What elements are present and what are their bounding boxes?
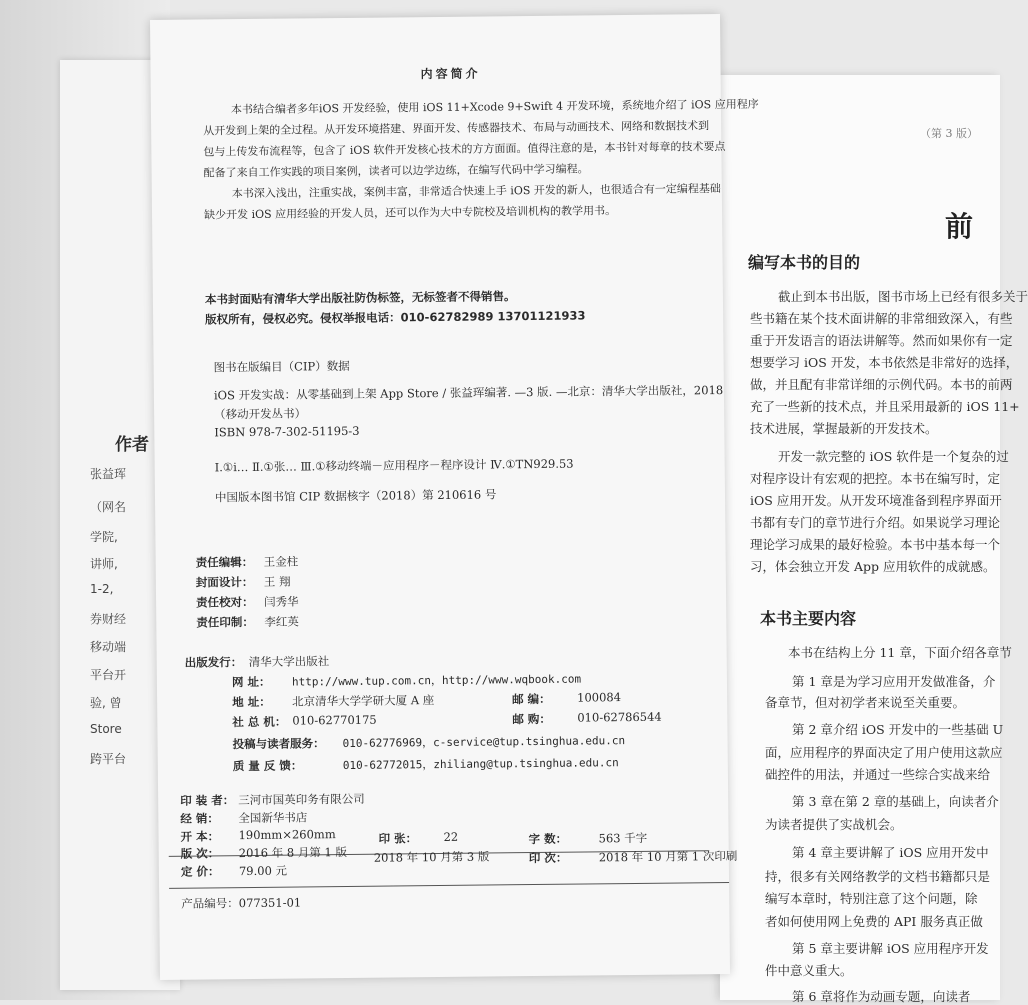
reader-service: 010-62776969，c-service@tup.tsinghua.edu.cn bbox=[342, 734, 626, 751]
intro-line: 从开发到上架的全过程。从开发环境搭建、界面开发、传感器技术、布局与动画技术、网络和数据技术到 bbox=[203, 119, 710, 138]
format: 190mm×260mm bbox=[238, 827, 336, 843]
under-line: 验, 曾 bbox=[90, 696, 122, 710]
reader-service-label: 投稿与读者服务： bbox=[232, 736, 325, 752]
address-label: 地 址： bbox=[232, 694, 271, 710]
preface-page bbox=[720, 75, 1028, 1004]
purpose-line: 书都有专门的章节进行介绍。如果说学习理论 bbox=[750, 515, 1001, 530]
edition: 2016 年 8 月第 1 版 bbox=[238, 844, 347, 861]
printing: 2018 年 10 月第 1 次印刷 bbox=[598, 848, 738, 865]
address: 北京清华大学学研大厦 A 座 bbox=[292, 693, 435, 709]
editor-label: 责任编辑： bbox=[195, 554, 254, 570]
under-line: 跨平台 bbox=[90, 752, 127, 766]
content-line: 为读者提供了实战机会。 bbox=[765, 817, 903, 832]
printer: 三河市国英印务有限公司 bbox=[238, 791, 365, 808]
content-line: 本书在结构上分 11 章，下面介绍各章节 bbox=[788, 645, 1012, 660]
purpose-line: 截止到本书出版，图书市场上已经有很多关于 bbox=[778, 289, 1028, 304]
edition-3: 2018 年 10 月第 3 版 bbox=[373, 849, 490, 865]
content-line: 第 2 章介绍 iOS 开发中的一些基础 U bbox=[792, 722, 1004, 737]
anti-counterfeit-notice: 本书封面贴有清华大学出版社防伪标签，无标签者不得销售。 bbox=[204, 289, 516, 307]
content-line: 第 4 章主要讲解了 iOS 应用开发中 bbox=[792, 845, 989, 860]
intro-line: 配备了来自工作实践的项目案例，读者可以边学边练，在编写代码中学习编程。 bbox=[203, 162, 589, 180]
purpose-line: 技术进展，掌握最新的开发技术。 bbox=[750, 421, 938, 436]
content-line: 持，很多有关网络教学的文档书籍都只是 bbox=[765, 869, 991, 884]
editor-value: 王金柱 bbox=[263, 554, 299, 569]
under-line: 学院, bbox=[90, 530, 118, 544]
distributor-label: 经 销： bbox=[180, 811, 219, 826]
cip-line: ISBN 978-7-302-51195-3 bbox=[214, 423, 360, 440]
bottom-rule bbox=[169, 882, 729, 889]
purpose-line: 些书籍在某个技术面讲解的非常细致深入，有些 bbox=[750, 311, 1013, 326]
under-line: 张益珲 bbox=[90, 467, 127, 481]
price: 79.00 元 bbox=[238, 863, 288, 879]
purpose-line: 理论学习成果的最好检验。本书中基本每一个 bbox=[750, 537, 1001, 552]
under-line: 券财经 bbox=[90, 612, 127, 626]
preface-title: 前 bbox=[945, 210, 974, 243]
intro-line: 本书结合编者多年iOS 开发经验，使用 iOS 11+Xcode 9+Swift 4 开发环境，系统地介绍了 iOS 应用程序 bbox=[230, 97, 759, 117]
printer-label: 印 装 者： bbox=[180, 793, 235, 808]
quality: 010-62772015，zhiliang@tup.tsinghua.edu.cn bbox=[342, 756, 619, 773]
website-label: 网 址： bbox=[231, 674, 271, 690]
intro-line: 本书深入浅出，注重实战，案例丰富，非常适合快速上手 iOS 开发的新人，也很适合有一定编程基础 bbox=[231, 182, 721, 201]
words: 563 千字 bbox=[598, 830, 648, 846]
edition-label: 版 次： bbox=[180, 846, 220, 861]
content-line: 第 3 章在第 2 章的基础上，向读者介 bbox=[792, 794, 999, 809]
format-label: 开 本： bbox=[180, 829, 220, 844]
switchboard-label: 社 总 机： bbox=[232, 714, 287, 730]
under-line: Store bbox=[90, 722, 122, 736]
distributor: 全国新华书店 bbox=[238, 810, 308, 826]
quality-label: 质 量 反 馈： bbox=[232, 758, 303, 774]
editor-label: 责任印制： bbox=[196, 614, 254, 630]
page-title: 内容简介 bbox=[420, 66, 481, 82]
printing-label: 印 次： bbox=[528, 850, 568, 866]
content-line: 第 1 章是为学习应用开发做准备，介 bbox=[792, 674, 996, 689]
editor-label: 责任校对： bbox=[196, 594, 254, 610]
editor-value: 李红英 bbox=[264, 614, 299, 629]
content-line: 件中意义重大。 bbox=[765, 963, 853, 978]
purpose-line: iOS 应用开发。从开发环境准备到程序界面开 bbox=[750, 493, 1002, 508]
publisher-label: 出版发行： bbox=[184, 655, 243, 670]
product-number: 产品编号：077351-01 bbox=[181, 895, 302, 911]
running-header: （第 3 版） bbox=[920, 127, 978, 140]
price-label: 定 价： bbox=[180, 864, 220, 879]
purpose-line: 做，并且配有非常详细的示例代码。本书的前两 bbox=[750, 377, 1013, 392]
mailorder: 010-62786544 bbox=[577, 709, 662, 725]
cip-line: （移动开发丛书） bbox=[214, 406, 307, 422]
intro-line: 缺少开发 iOS 应用经验的开发人员，还可以作为大中专院校及培训机构的教学用书。 bbox=[203, 204, 617, 222]
under-line: （网名 bbox=[90, 500, 127, 514]
content-line: 第 6 章将作为动画专题，向读者 bbox=[792, 989, 971, 1004]
purpose-line: 重于开发语言的语法讲解等。然而如果你有一定 bbox=[750, 333, 1013, 348]
website: http://www.tup.com.cn，http://www.wqbook.com bbox=[291, 672, 582, 689]
under-line: 移动端 bbox=[90, 640, 127, 654]
content-line: 编写本章时，特别注意了这个问题，除 bbox=[765, 891, 978, 906]
copyright-notice: 版权所有，侵权必究。侵权举报电话：010-62782989 13701121933 bbox=[205, 308, 586, 327]
editor-value: 闫秀华 bbox=[264, 594, 299, 609]
cip-number: 中国版本图书馆 CIP 数据核字（2018）第 210616 号 bbox=[214, 487, 497, 505]
purpose-line: 想要学习 iOS 开发，本书依然是非常好的选择， bbox=[750, 355, 1019, 370]
copyright-page bbox=[150, 14, 759, 980]
switchboard: 010-62770175 bbox=[292, 712, 377, 728]
sheets: 22 bbox=[443, 829, 459, 844]
mailorder-label: 邮 购： bbox=[512, 711, 551, 727]
author-heading: 作者 bbox=[115, 435, 149, 455]
purpose-line: 对程序设计有宏观的把控。本书在编写时，定 bbox=[750, 471, 1001, 486]
sheets-label: 印 张： bbox=[378, 831, 418, 846]
content-line: 备章节，但对初学者来说至关重要。 bbox=[765, 695, 966, 710]
words-label: 字 数： bbox=[528, 831, 568, 847]
cip-heading: 图书在版编目（CIP）数据 bbox=[213, 358, 350, 375]
content-line: 者如何使用网上免费的 API 服务真正做 bbox=[765, 914, 983, 929]
heading-purpose: 编写本书的目的 bbox=[748, 253, 861, 272]
purpose-line: 开发一款完整的 iOS 软件是一个复杂的过 bbox=[778, 449, 1009, 464]
content-line: 面，应用程序的界面决定了用户使用这款应 bbox=[765, 745, 1003, 760]
heading-content: 本书主要内容 bbox=[760, 609, 857, 628]
purpose-line: 习，体会独立开发 App 应用软件的成就感。 bbox=[750, 559, 996, 574]
postcode: 100084 bbox=[577, 690, 622, 705]
intro-line: 包与上传发布流程等，包含了 iOS 软件开发核心技术的方方面面。值得注意的是，本书针对每章的技术要点 bbox=[203, 139, 726, 159]
postcode-label: 邮 编： bbox=[512, 691, 551, 707]
content-line: 础控件的用法，并通过一些综合实战来给 bbox=[765, 767, 991, 782]
under-line: 1-2, bbox=[90, 582, 114, 596]
editor-value: 王 翔 bbox=[263, 574, 291, 589]
editor-label: 封面设计： bbox=[195, 574, 254, 590]
publisher: 清华大学出版社 bbox=[248, 654, 330, 670]
under-line: 讲师, bbox=[90, 557, 118, 571]
under-line: 平台开 bbox=[90, 668, 127, 682]
purpose-line: 充了一些新的技术点，并且采用最新的 iOS 11+ bbox=[750, 399, 1020, 414]
content-line: 第 5 章主要讲解 iOS 应用程序开发 bbox=[792, 941, 989, 956]
classification: Ⅰ.①i… Ⅱ.①张… Ⅲ.①移动终端－应用程序－程序设计 Ⅳ.①TN929.53 bbox=[214, 456, 574, 475]
cip-line: iOS 开发实战：从零基础到上架 App Store / 张益珲编著. —3 版. —北京：清华大学出版社，2018 bbox=[213, 383, 724, 403]
